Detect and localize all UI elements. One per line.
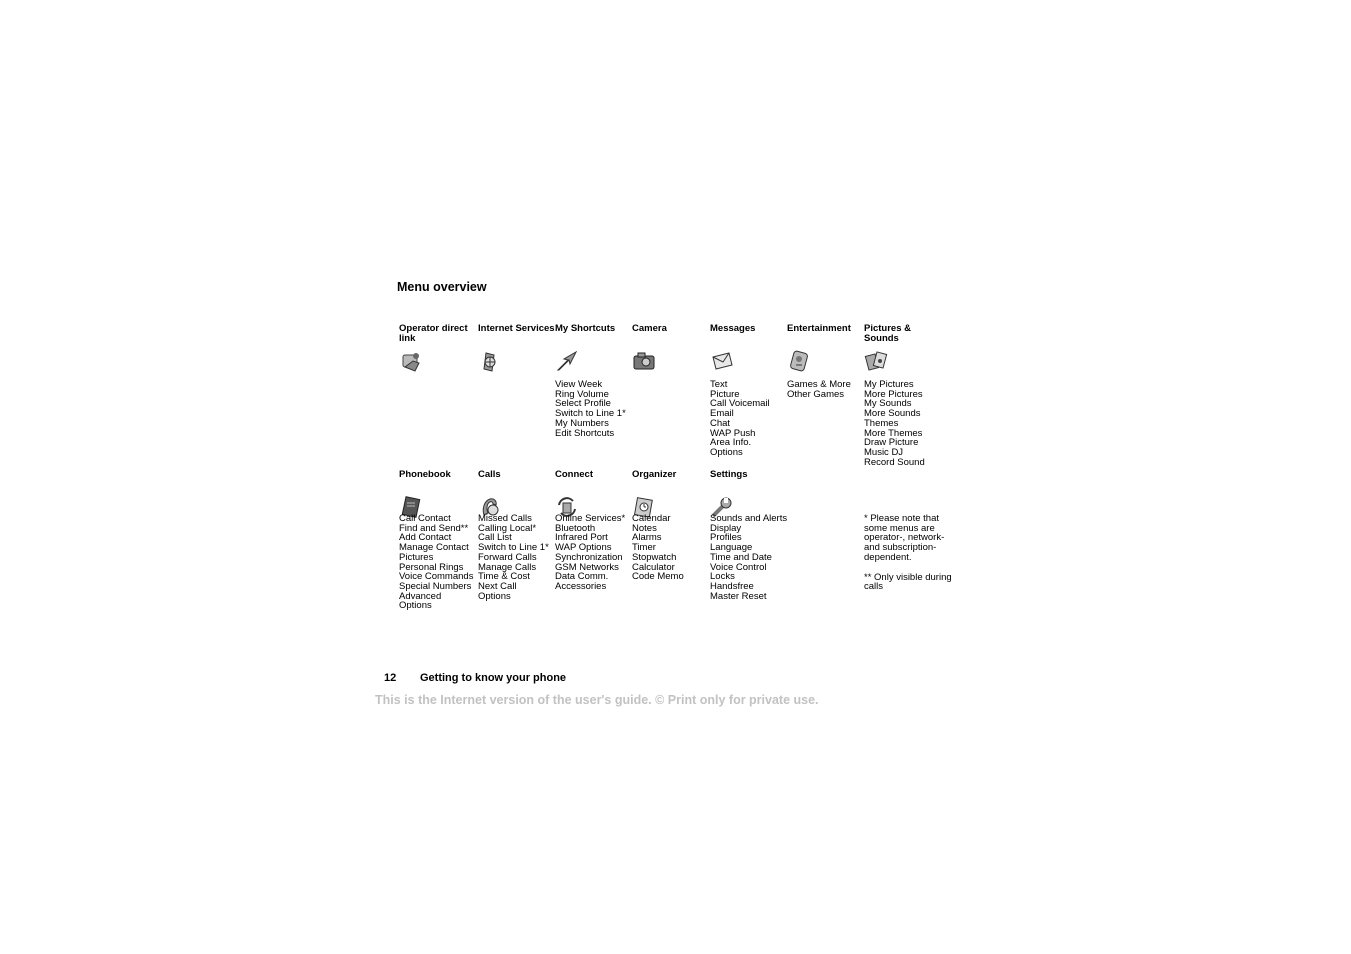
- menu-item: Time & Cost: [478, 571, 530, 583]
- watermark-notice: This is the Internet version of the user's guide. © Print only for private use.: [375, 693, 819, 707]
- menu-item: Edit Shortcuts: [555, 427, 615, 439]
- menu-column: [399, 324, 479, 373]
- menu-column: [710, 469, 790, 602]
- menu-items: [399, 514, 473, 611]
- menu-items: [710, 514, 787, 601]
- menu-item: View Week: [555, 379, 603, 390]
- menu-items: [478, 514, 549, 601]
- entertainment-icon: [787, 349, 811, 373]
- menu-title: Messages: [710, 323, 756, 334]
- footnote-calls: ** Only visible during calls: [864, 571, 952, 593]
- menu-title: Operator direct link: [399, 323, 468, 344]
- menu-title: Internet Services: [478, 323, 555, 334]
- menu-item: My Numbers: [555, 417, 609, 429]
- menu-item: Options: [478, 590, 511, 602]
- menu-item: Timer: [632, 542, 656, 554]
- menu-item: Next Call: [478, 580, 517, 592]
- camera-icon: [632, 349, 656, 373]
- shortcut-arrow-icon: [555, 349, 579, 373]
- menu-item: Select Profile: [555, 398, 611, 410]
- menu-items: [632, 514, 684, 582]
- menu-item: Profiles: [710, 532, 742, 544]
- menu-item: WAP Push: [710, 427, 756, 439]
- page-number: 12: [384, 672, 397, 684]
- menu-title: Pictures & Sounds: [864, 323, 911, 344]
- menu-item: Manage Calls: [478, 561, 537, 573]
- menu-item: Notes: [632, 522, 657, 534]
- menu-item: Infrared Port: [555, 532, 608, 544]
- menu-item: Themes: [864, 417, 899, 429]
- menu-item: Locks: [710, 571, 735, 583]
- menu-item: Synchronization: [555, 551, 623, 563]
- menu-item: Switch to Line 1*: [555, 408, 626, 420]
- menu-item: Ring Volume: [555, 388, 609, 400]
- menu-item: Stopwatch: [632, 551, 677, 563]
- menu-item: Master Reset: [710, 590, 767, 602]
- menu-item: Options: [710, 446, 743, 458]
- menu-column: [632, 324, 712, 373]
- menu-title: Calls: [478, 469, 501, 480]
- menu-title: Settings: [710, 469, 748, 480]
- menu-item: Email: [710, 408, 734, 420]
- menu-item: GSM Networks: [555, 561, 619, 573]
- menu-item: Personal Rings: [399, 561, 464, 573]
- menu-row-1: [399, 324, 959, 474]
- menu-title: Connect: [555, 469, 593, 480]
- menu-item: Alarms: [632, 532, 662, 544]
- operator-icon: [399, 349, 423, 373]
- menu-column: [555, 323, 635, 439]
- menu-item: Accessories: [555, 580, 607, 592]
- menu-item: Sounds and Alerts: [710, 513, 788, 524]
- menu-item: Music DJ: [864, 446, 904, 458]
- menu-items: [864, 380, 925, 467]
- menu-item: Forward Calls: [478, 551, 537, 563]
- menu-item: My Sounds: [864, 398, 912, 410]
- menu-title: Camera: [632, 323, 667, 334]
- menu-item: Language: [710, 542, 753, 554]
- menu-item: My Pictures: [864, 379, 914, 390]
- menu-column: [632, 469, 712, 583]
- menu-title: My Shortcuts: [555, 323, 616, 334]
- menu-item: Text: [710, 379, 728, 390]
- menu-column: [710, 323, 790, 458]
- menu-item: Data Comm.: [555, 571, 609, 583]
- pictures-sounds-icon: [864, 349, 888, 373]
- menu-item: More Sounds: [864, 408, 921, 420]
- envelope-icon: [710, 349, 734, 373]
- menu-item: More Pictures: [864, 388, 923, 400]
- menu-item: Voice Commands: [399, 571, 474, 583]
- menu-item: Call List: [478, 532, 512, 544]
- menu-item: Calendar: [632, 513, 671, 524]
- menu-items: [555, 380, 626, 438]
- menu-item: Code Memo: [632, 571, 684, 583]
- menu-item: Record Sound: [864, 456, 925, 468]
- menu-item: Add Contact: [399, 532, 452, 544]
- menu-column: [787, 323, 867, 400]
- menu-item: Call Contact: [399, 513, 451, 524]
- menu-item: Chat: [710, 417, 731, 429]
- internet-icon: [478, 349, 502, 373]
- menu-title: Organizer: [632, 469, 677, 480]
- menu-item: Online Services*: [555, 513, 626, 524]
- menu-item: Handsfree: [710, 580, 754, 592]
- menu-item: Calculator: [632, 561, 675, 573]
- menu-item: Find and Send**: [399, 522, 469, 534]
- menu-items: [555, 514, 625, 592]
- menu-item: Voice Control: [710, 561, 767, 573]
- menu-item: Special Numbers: [399, 580, 472, 592]
- menu-item: Other Games: [787, 388, 845, 400]
- menu-item: Missed Calls: [478, 513, 532, 524]
- menu-item: Options: [399, 600, 432, 612]
- menu-title: Entertainment: [787, 323, 851, 334]
- menu-item: Call Voicemail: [710, 398, 770, 410]
- menu-column: [864, 323, 944, 468]
- menu-item: WAP Options: [555, 542, 612, 554]
- menu-item: Advanced: [399, 590, 442, 602]
- menu-item: Switch to Line 1*: [478, 542, 549, 554]
- menu-items: [787, 380, 851, 399]
- menu-item: More Themes: [864, 427, 923, 439]
- menu-item: Bluetooth: [555, 522, 596, 534]
- footnotes: [864, 514, 954, 592]
- footer-section-title: Getting to know your phone: [420, 672, 567, 684]
- menu-item: Calling Local*: [478, 522, 537, 534]
- menu-column: [399, 469, 479, 612]
- page-title: Menu overview: [397, 280, 487, 294]
- menu-item: Games & More: [787, 379, 851, 390]
- menu-column: [478, 324, 558, 373]
- menu-item: Picture: [710, 388, 740, 400]
- menu-item: Time and Date: [710, 551, 772, 563]
- menu-column: [555, 469, 635, 592]
- menu-item: Manage Contact: [399, 542, 469, 554]
- menu-item: Area Info.: [710, 437, 752, 449]
- menu-items: [710, 380, 770, 458]
- footnote-operator: * Please note that some menus are operator-, network- and subscription-dependent.: [864, 513, 945, 563]
- menu-item: Pictures: [399, 551, 434, 563]
- menu-title: Phonebook: [399, 469, 451, 480]
- menu-item: Draw Picture: [864, 437, 919, 449]
- menu-column: [478, 469, 558, 602]
- menu-item: Display: [710, 522, 742, 534]
